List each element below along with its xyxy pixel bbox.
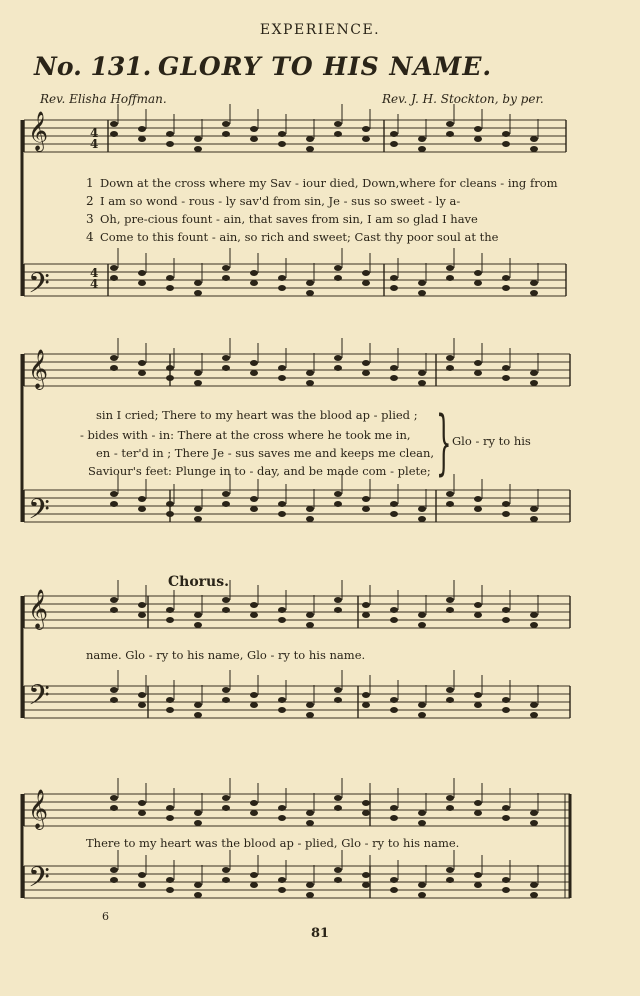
lyric-line-verse-1: Down at the cross where my Sav - iour died, Down,where for cleans - ing from (100, 176, 558, 190)
note-head (222, 365, 230, 371)
note-head (418, 516, 426, 522)
note-head (194, 380, 202, 386)
note-head (166, 285, 174, 291)
note-head (362, 270, 370, 276)
note-head (222, 867, 230, 873)
note-head (166, 887, 174, 893)
note-head (278, 887, 286, 893)
note-head (110, 365, 118, 371)
words-credit: Rev. Elisha Hoffman. (40, 92, 167, 106)
note-head (362, 810, 370, 816)
lyric-line-verse-3: en - ter'd in ; There Je - sus saves me and keeps me clean, (96, 446, 435, 460)
note-head (362, 136, 370, 142)
note-head (278, 607, 286, 613)
note-head (390, 877, 398, 883)
note-head (278, 815, 286, 821)
note-head (306, 380, 314, 386)
note-head (166, 697, 174, 703)
note-head (166, 501, 174, 507)
note-head (110, 121, 118, 127)
note-head (250, 810, 258, 816)
note-head (222, 805, 230, 811)
note-head (250, 702, 258, 708)
note-head (194, 136, 202, 142)
note-head (530, 882, 538, 888)
note-head (474, 612, 482, 618)
note-head (530, 380, 538, 386)
note-head (222, 877, 230, 883)
note-head (418, 380, 426, 386)
note-head (222, 597, 230, 603)
note-head (110, 275, 118, 281)
note-head (418, 290, 426, 296)
note-head (446, 275, 454, 281)
note-head (502, 617, 510, 623)
note-head (166, 375, 174, 381)
note-head (502, 805, 510, 811)
note-head (194, 290, 202, 296)
note-head (222, 131, 230, 137)
note-head (194, 892, 202, 898)
note-head (418, 882, 426, 888)
note-head (446, 867, 454, 873)
note-head (306, 146, 314, 152)
note-head (446, 687, 454, 693)
note-head (278, 617, 286, 623)
note-head (446, 491, 454, 497)
note-head (530, 612, 538, 618)
note-head (334, 607, 342, 613)
note-head (502, 707, 510, 713)
note-head (390, 617, 398, 623)
note-head (390, 887, 398, 893)
note-head (474, 882, 482, 888)
note-head (222, 121, 230, 127)
lyric-line-verse-4: Saviour's feet: Plunge in to - day, and be made com - plete; (88, 464, 431, 478)
note-head (418, 612, 426, 618)
note-head (390, 607, 398, 613)
note-head (110, 597, 118, 603)
note-head (362, 612, 370, 618)
note-head (278, 805, 286, 811)
note-head (222, 275, 230, 281)
note-head (446, 607, 454, 613)
note-head (250, 280, 258, 286)
note-head (138, 126, 146, 132)
note-head (278, 141, 286, 147)
note-head (362, 360, 370, 366)
note-head (418, 810, 426, 816)
note-head (278, 375, 286, 381)
hymn-title: GLORY TO HIS NAME. (158, 52, 493, 81)
treble-clef: 𝄞 (28, 789, 49, 829)
note-head (390, 707, 398, 713)
note-head (530, 136, 538, 142)
note-head (502, 887, 510, 893)
note-head (194, 506, 202, 512)
note-head (306, 892, 314, 898)
treble-clef: 𝄞 (28, 349, 49, 389)
note-head (138, 692, 146, 698)
note-head (222, 355, 230, 361)
note-head (390, 141, 398, 147)
note-head (306, 280, 314, 286)
note-head (502, 141, 510, 147)
note-head (390, 815, 398, 821)
note-head (334, 795, 342, 801)
note-head (166, 141, 174, 147)
note-head (502, 501, 510, 507)
bass-clef: 𝄢 (28, 861, 50, 901)
note-head (390, 365, 398, 371)
note-head (278, 131, 286, 137)
note-head (250, 496, 258, 502)
note-head (250, 612, 258, 618)
note-head (278, 707, 286, 713)
note-head (334, 355, 342, 361)
note-head (194, 882, 202, 888)
note-head (222, 265, 230, 271)
verse-number: 1 (86, 176, 94, 190)
note-head (530, 702, 538, 708)
note-head (306, 820, 314, 826)
note-head (194, 702, 202, 708)
note-head (194, 370, 202, 376)
note-head (110, 687, 118, 693)
note-head (334, 275, 342, 281)
note-head (418, 136, 426, 142)
note-head (166, 617, 174, 623)
note-head (418, 370, 426, 376)
note-head (194, 820, 202, 826)
note-head (278, 501, 286, 507)
note-head (418, 712, 426, 718)
verse-number: 4 (86, 230, 94, 244)
note-head (278, 365, 286, 371)
note-head (138, 496, 146, 502)
note-head (530, 810, 538, 816)
note-head (138, 810, 146, 816)
note-head (530, 146, 538, 152)
note-head (194, 712, 202, 718)
note-head (138, 360, 146, 366)
note-head (166, 131, 174, 137)
note-head (446, 265, 454, 271)
note-head (222, 501, 230, 507)
note-head (502, 365, 510, 371)
note-head (362, 882, 370, 888)
note-head (250, 800, 258, 806)
note-head (474, 280, 482, 286)
note-head (530, 820, 538, 826)
note-head (418, 146, 426, 152)
treble-clef: 𝄞 (28, 111, 49, 151)
note-head (334, 265, 342, 271)
note-head (306, 622, 314, 628)
note-head (502, 697, 510, 703)
note-head (166, 815, 174, 821)
note-head (474, 692, 482, 698)
final-lyrics: There to my heart was the blood ap - plied, Glo - ry to his name. (86, 836, 460, 850)
small-page-mark: 6 (102, 910, 109, 923)
note-head (446, 131, 454, 137)
note-head (390, 131, 398, 137)
note-head (530, 622, 538, 628)
note-head (306, 810, 314, 816)
note-head (194, 612, 202, 618)
chorus-lyrics: name. Glo - ry to his name, Glo - ry to his name. (86, 648, 366, 662)
note-head (530, 712, 538, 718)
note-head (390, 805, 398, 811)
note-head (110, 867, 118, 873)
note-head (530, 280, 538, 286)
lyric-line-verse-2: - bides with - in: There at the cross where he took me in, (80, 428, 411, 442)
note-head (474, 360, 482, 366)
note-head (502, 511, 510, 517)
note-head (362, 506, 370, 512)
note-head (362, 872, 370, 878)
note-head (138, 800, 146, 806)
note-head (334, 501, 342, 507)
note-head (250, 370, 258, 376)
note-head (166, 275, 174, 281)
lyric-line-verse-2: I am so wond - rous - ly sav'd from sin, Je - sus so sweet - ly a- (100, 194, 461, 208)
note-head (166, 607, 174, 613)
note-head (222, 795, 230, 801)
note-head (418, 280, 426, 286)
note-head (390, 697, 398, 703)
note-head (306, 882, 314, 888)
note-head (502, 285, 510, 291)
note-head (110, 501, 118, 507)
note-head (362, 280, 370, 286)
note-head (446, 697, 454, 703)
note-head (250, 136, 258, 142)
note-head (138, 612, 146, 618)
note-head (474, 872, 482, 878)
note-head (110, 131, 118, 137)
section-heading: EXPERIENCE. (259, 22, 381, 38)
lyric-line-verse-3: Oh, pre-cious fount - ain, that saves from sin, I am so glad I have (100, 212, 478, 226)
note-head (250, 126, 258, 132)
note-head (446, 877, 454, 883)
note-head (418, 622, 426, 628)
note-head (390, 375, 398, 381)
note-head (418, 506, 426, 512)
note-head (110, 805, 118, 811)
note-head (474, 496, 482, 502)
note-head (166, 511, 174, 517)
note-head (110, 265, 118, 271)
note-head (222, 491, 230, 497)
note-head (250, 872, 258, 878)
treble-clef: 𝄞 (28, 589, 49, 629)
music-credit: Rev. J. H. Stockton, by per. (382, 92, 544, 106)
note-head (530, 516, 538, 522)
lyric-brace: } (436, 401, 452, 483)
note-head (250, 602, 258, 608)
note-head (390, 275, 398, 281)
note-head (138, 872, 146, 878)
note-head (166, 805, 174, 811)
lyric-line-verse-1: sin I cried; There to my heart was the blood ap - plied ; (96, 408, 418, 422)
hymn-number: No. 131. (34, 52, 152, 81)
note-head (530, 892, 538, 898)
note-head (446, 121, 454, 127)
note-head (502, 275, 510, 281)
note-head (278, 511, 286, 517)
note-head (194, 810, 202, 816)
note-head (306, 612, 314, 618)
time-signature-treble: 4 4 (90, 126, 99, 151)
note-head (446, 805, 454, 811)
note-head (250, 692, 258, 698)
note-head (530, 370, 538, 376)
note-head (110, 877, 118, 883)
lyric-line-verse-4: Come to this fount - ain, so rich and sweet; Cast thy poor soul at the (100, 230, 499, 244)
note-head (362, 800, 370, 806)
note-head (362, 702, 370, 708)
note-head (334, 687, 342, 693)
note-head (250, 506, 258, 512)
note-head (418, 820, 426, 826)
note-head (194, 622, 202, 628)
note-head (530, 290, 538, 296)
note-head (502, 607, 510, 613)
note-head (194, 280, 202, 286)
note-head (194, 146, 202, 152)
note-head (446, 795, 454, 801)
note-head (138, 136, 146, 142)
note-head (502, 877, 510, 883)
note-head (306, 506, 314, 512)
note-head (334, 867, 342, 873)
note-head (334, 491, 342, 497)
note-head (110, 607, 118, 613)
note-head (502, 131, 510, 137)
note-head (334, 805, 342, 811)
note-head (166, 707, 174, 713)
note-head (334, 121, 342, 127)
bass-clef: 𝄢 (28, 267, 50, 307)
note-head (418, 892, 426, 898)
note-head (278, 275, 286, 281)
note-head (138, 506, 146, 512)
note-head (474, 800, 482, 806)
note-head (138, 280, 146, 286)
note-head (166, 877, 174, 883)
note-head (306, 702, 314, 708)
page-number: 81 (310, 926, 330, 941)
note-head (474, 270, 482, 276)
note-head (110, 491, 118, 497)
note-head (306, 516, 314, 522)
note-head (334, 131, 342, 137)
note-head (474, 506, 482, 512)
note-head (110, 697, 118, 703)
note-head (446, 365, 454, 371)
note-head (138, 602, 146, 608)
note-head (334, 697, 342, 703)
verse-number: 3 (86, 212, 94, 226)
note-head (418, 702, 426, 708)
note-head (530, 506, 538, 512)
note-head (474, 370, 482, 376)
note-head (362, 602, 370, 608)
note-head (278, 697, 286, 703)
bass-clef: 𝄢 (28, 493, 50, 533)
note-head (278, 877, 286, 883)
note-head (110, 795, 118, 801)
note-head (362, 126, 370, 132)
note-head (362, 692, 370, 698)
note-head (222, 687, 230, 693)
time-signature-bass: 4 4 (90, 266, 99, 291)
note-head (390, 511, 398, 517)
note-head (474, 136, 482, 142)
note-head (222, 607, 230, 613)
note-head (138, 702, 146, 708)
note-head (390, 285, 398, 291)
chorus-label: Chorus. (168, 574, 229, 590)
refrain-lyric: Glo - ry to his (452, 434, 531, 448)
note-head (138, 370, 146, 376)
note-head (306, 136, 314, 142)
note-head (502, 815, 510, 821)
note-head (334, 877, 342, 883)
note-head (446, 597, 454, 603)
note-head (222, 697, 230, 703)
note-head (250, 882, 258, 888)
note-head (474, 602, 482, 608)
note-head (474, 702, 482, 708)
note-head (138, 882, 146, 888)
note-head (334, 597, 342, 603)
note-head (250, 360, 258, 366)
note-head (250, 270, 258, 276)
note-head (278, 285, 286, 291)
note-head (446, 355, 454, 361)
note-head (334, 365, 342, 371)
note-head (474, 810, 482, 816)
note-head (306, 370, 314, 376)
note-head (138, 270, 146, 276)
note-head (362, 496, 370, 502)
verse-number: 2 (86, 194, 94, 208)
note-head (390, 501, 398, 507)
bass-clef: 𝄢 (28, 679, 50, 719)
note-head (166, 365, 174, 371)
note-head (362, 370, 370, 376)
note-head (446, 501, 454, 507)
note-head (306, 712, 314, 718)
note-head (110, 355, 118, 361)
note-head (306, 290, 314, 296)
note-head (474, 126, 482, 132)
note-head (502, 375, 510, 381)
note-head (194, 516, 202, 522)
